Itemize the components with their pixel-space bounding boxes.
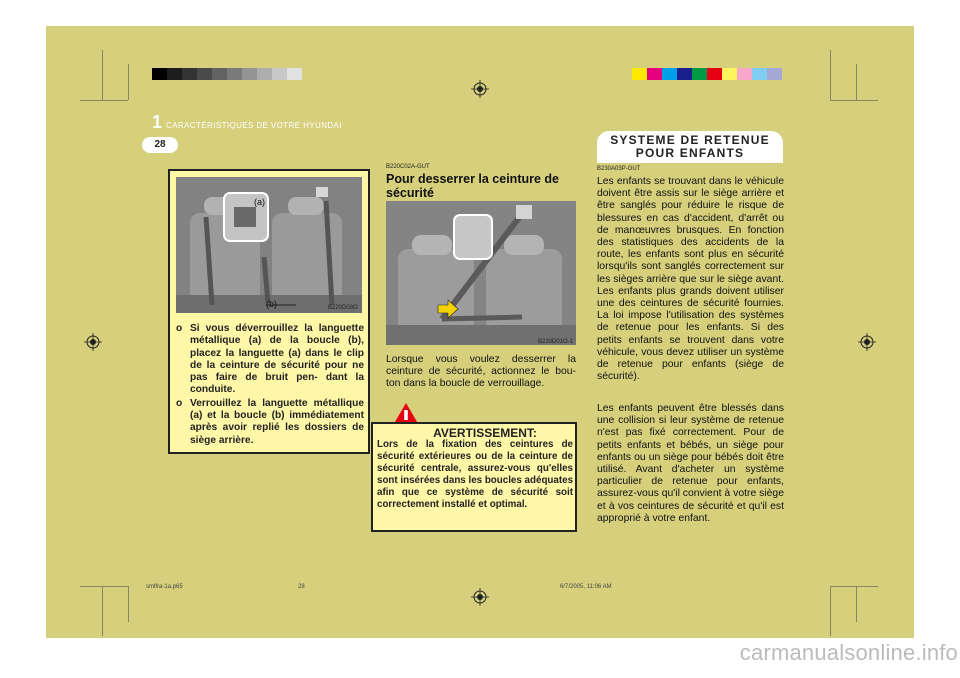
color-swatch [197, 68, 212, 80]
color-swatch [752, 68, 767, 80]
bullet-list [176, 323, 364, 448]
color-swatch [737, 68, 752, 80]
chapter-header [152, 112, 342, 133]
section-title-tab: SYSTEME DE RETENUE POUR ENFANTS [597, 131, 783, 163]
color-swatch [242, 68, 257, 80]
rear-seat-illustration [176, 177, 362, 313]
color-swatch [257, 68, 272, 80]
body-paragraph: Les enfants peuvent être blessés dans une collision si leur système de retenue n'est pas fixé correctement. Pour de petits enfants et bébés, un siège pour enfants ou un siège pour bébés doit être utilisé. Avant d'acheter un système particulier de retenue pour enfants, assurez-vous qu'il convient à votre siège et à vos ceintures de sécurité et qu'il est approprié à votre enfant. [597, 403, 784, 524]
crop-mark [856, 586, 857, 622]
body-text: Lorsque vous voulez desserrer la ceinture de sécurité, actionnez le bou- ton dans la boucle de verrouillage. [386, 354, 576, 390]
color-swatch [152, 68, 167, 80]
color-swatch [722, 68, 737, 80]
bullet-text: Verrouillez la languette métallique (a) et la boucle (b) immédiatement après avoir replié les dossiers de siège arrière. [190, 397, 364, 446]
crop-mark [80, 100, 128, 101]
section-code: B220C02A-GUT [386, 164, 430, 170]
color-swatch [287, 68, 302, 80]
section-heading: Pour desserrer la ceinture de sécurité [386, 172, 559, 200]
color-swatch [692, 68, 707, 80]
warning-text: Lors de la fixation des ceintures de sécurité extérieures ou de la ceinture de sécurité centrale, assurez-vous qu'elles sont insérées dans les boucles adéquates afin que ce système de sécurité soit correctement installé et optimal. [377, 439, 574, 510]
crop-mark [856, 64, 857, 100]
watermark: carmanualsonline.info [739, 640, 958, 665]
seat-belt-tongue-box [168, 169, 370, 454]
warning-box [371, 422, 577, 532]
color-swatch [272, 68, 287, 80]
color-swatch [677, 68, 692, 80]
grayscale-color-bar [152, 68, 302, 80]
crop-mark [128, 64, 129, 100]
chapter-title: CARACTÉRISTIQUES DE VOTRE HYUNDAI [166, 121, 342, 130]
process-color-bar [632, 68, 782, 80]
chapter-number: 1 [152, 112, 163, 132]
registration-mark-icon [858, 333, 876, 351]
bullet-marker: o [176, 397, 183, 409]
color-swatch [227, 68, 242, 80]
crop-mark [102, 50, 103, 100]
seat-belt-buckle-illustration [386, 201, 576, 345]
color-swatch [647, 68, 662, 80]
color-swatch [182, 68, 197, 80]
warning-title: AVERTISSEMENT: [433, 426, 537, 440]
crop-mark [830, 50, 831, 100]
color-swatch [632, 68, 647, 80]
list-item [176, 398, 364, 447]
body-paragraph: Les enfants se trouvant dans le véhicule doivent être assis sur le siège arrière et être sanglés pour réduire le risque de blessures en cas d'accident, d'arrêt ou de manœuvres brusques. En fonction des statistiques des accidents de la route, les enfants sont plus en sécurité lorsqu'ils sont sanglés correctement sur les sièges arrière que sur le siège avant. Les enfants plus grands doivent utiliser une des ceintures de sécurité fournies. La loi impose l'utilisation des systèmes de retenue pour les enfants. Si des petits enfants se trouvent dans votre véhicule, vous devez utiliser un système de retenue pour enfants (siège de sécurité). [597, 176, 784, 383]
page-number-badge: 28 [142, 137, 178, 153]
crop-mark [830, 100, 878, 101]
crop-mark [128, 586, 129, 622]
color-swatch [167, 68, 182, 80]
bullet-text: Si vous déverrouillez la languette métallique (a) de la boucle (b), placez la languette (a) dans le clip de la ceinture de sécurité pour ne pas faire de bruit pen- dant la conduite. [190, 323, 364, 396]
registration-mark-icon [84, 333, 102, 351]
crop-mark [830, 586, 831, 636]
section-code: B230A03P-GUT [597, 166, 641, 172]
label-b: (b) [266, 299, 277, 309]
image-code: B220D01O-1 [538, 339, 574, 345]
registration-mark-icon [471, 80, 489, 98]
color-swatch [707, 68, 722, 80]
crop-mark [830, 586, 878, 587]
registration-mark-icon [471, 588, 489, 606]
color-swatch [767, 68, 782, 80]
bullet-marker: o [176, 323, 183, 334]
footer-date: 6/7/2005, 11:06 AM [560, 584, 612, 590]
color-swatch [662, 68, 677, 80]
image-code: B220D03O [328, 305, 358, 311]
color-swatch [212, 68, 227, 80]
footer-page: 28 [298, 584, 305, 590]
crop-mark [102, 586, 103, 636]
crop-mark [80, 586, 128, 587]
footer-filename: smlfra-1a.p65 [146, 584, 183, 590]
label-a: (a) [254, 197, 265, 207]
list-item [176, 323, 364, 397]
